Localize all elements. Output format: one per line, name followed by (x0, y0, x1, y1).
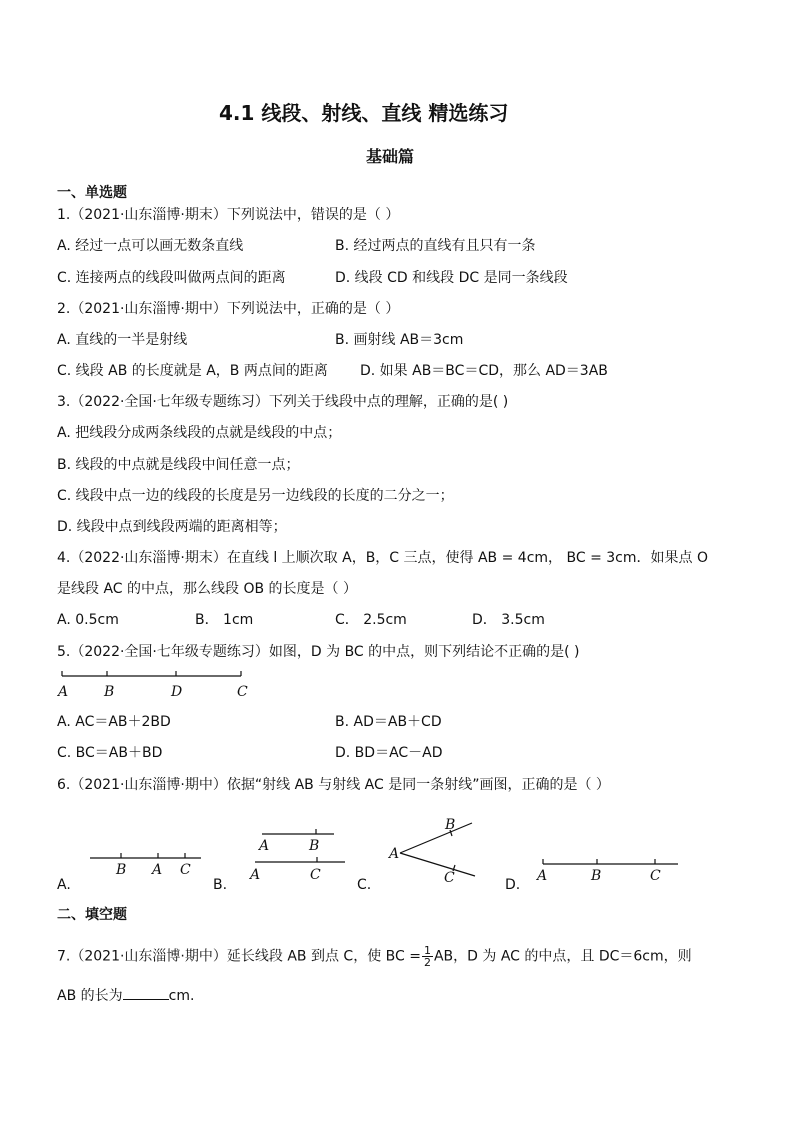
fraction-one-half (422, 945, 433, 968)
question-1-stem: 1.（2021·山东淄博·期末）下列说法中，错误的是（ ） (57, 207, 400, 223)
question-4-option-b: B． 1cm (195, 612, 254, 628)
question-4-option-d: D． 3.5cm (472, 612, 545, 628)
question-5-option-b: B. AD＝AB＋CD (335, 714, 442, 730)
point-label-c: C (237, 684, 248, 700)
figC-ray-ac (400, 853, 475, 876)
question-2-option-b: B. 画射线 AB＝3cm (335, 332, 464, 348)
figD-label-a: A (537, 868, 548, 884)
fraction-numerator: 1 (423, 944, 431, 957)
question-7-part2: AB，D 为 AC 的中点，且 DC＝6cm，则 (433, 948, 692, 965)
question-1-option-c: C. 连接两点的线段叫做两点间的距离 (57, 270, 286, 286)
figA-label-c: C (180, 862, 191, 878)
figD-label-b: B (591, 868, 602, 884)
question-3-stem: 3.（2022·全国·七年级专题练习）下列关于线段中点的理解，正确的是( ) (57, 394, 509, 410)
answer-blank[interactable] (123, 985, 169, 1000)
question-7-line1 (57, 945, 692, 968)
question-3-option-c: C. 线段中点一边的线段的长度是另一边线段的长度的二分之一； (57, 488, 454, 504)
question-2-option-a: A. 直线的一半是射线 (57, 332, 188, 348)
question-6-stem: 6.（2021·山东淄博·期中）依据“射线 AB 与射线 AC 是同一条射线”画图，正确的是（ ） (57, 777, 610, 793)
figC-label-b: B (445, 817, 456, 833)
question-3-option-a: A. 把线段分成两条线段的点就是线段的中点； (57, 425, 342, 441)
question-1-option-d: D. 线段 CD 和线段 DC 是同一条线段 (335, 270, 568, 286)
figC-ray-ab (400, 823, 472, 853)
question-5-option-a: A. AC＝AB＋2BD (57, 714, 171, 730)
question-7-line2 (57, 985, 194, 1005)
page-title: 4.1 线段、射线、直线 精选练习 (219, 101, 509, 125)
question-6-option-c: C. (357, 877, 372, 893)
point-label-b: B (104, 684, 115, 700)
section-heading-choice: 一、单选题 (57, 185, 127, 201)
question-2-option-c: C. 线段 AB 的长度就是 A，B 两点间的距离 (57, 363, 328, 379)
question-2-stem: 2.（2021·山东淄博·期中）下列说法中，正确的是（ ） (57, 301, 400, 317)
question-6-option-b: B. (213, 877, 228, 893)
question-7-part1: 7.（2021·山东淄博·期中）延长线段 AB 到点 C，使 BC = (57, 948, 421, 965)
question-6-option-d: D. (505, 877, 521, 893)
figA-label-b: B (116, 862, 127, 878)
question-3-option-d: D. 线段中点到线段两端的距离相等； (57, 519, 287, 535)
question-7-answer-unit: cm. (168, 988, 195, 1004)
question-4-option-a: A. 0.5cm (57, 612, 119, 628)
question-4-stem-line1: 4.（2022·山东淄博·期末）在直线 l 上顺次取 A，B，C 三点，使得 AB = 4cm， BC = 3cm．如果点 O (57, 550, 708, 566)
question-6-option-a: A. (57, 877, 71, 893)
page-subtitle: 基础篇 (366, 147, 415, 166)
figB-top-label-b: B (309, 838, 320, 854)
figC-label-c: C (444, 870, 455, 886)
question-7-answer-prefix: AB 的长为 (57, 988, 123, 1004)
figB-bottom-label-c: C (310, 867, 321, 883)
fraction-denominator: 2 (423, 956, 431, 969)
question-2-option-d: D. 如果 AB＝BC＝CD，那么 AD＝3AB (360, 363, 608, 379)
question-1-option-b: B. 经过两点的直线有且只有一条 (335, 238, 536, 254)
question-5-option-d: D. BD＝AC－AD (335, 745, 443, 761)
figB-top-label-a: A (259, 838, 270, 854)
figB-bottom-label-a: A (250, 867, 261, 883)
section-heading-fill: 二、填空题 (57, 907, 127, 923)
question-5-option-c: C. BC＝AB＋BD (57, 745, 163, 761)
question-3-option-b: B. 线段的中点就是线段中间任意一点； (57, 457, 300, 473)
question-1-option-a: A. 经过一点可以画无数条直线 (57, 238, 244, 254)
figC-label-a: A (389, 846, 400, 862)
point-label-a: A (58, 684, 69, 700)
question-4-stem-line2: 是线段 AC 的中点，那么线段 OB 的长度是（ ） (57, 581, 357, 597)
question-4-option-c: C． 2.5cm (335, 612, 407, 628)
figD-label-c: C (650, 868, 661, 884)
figA-label-a: A (152, 862, 163, 878)
question-5-stem: 5.（2022·全国·七年级专题练习）如图，D 为 BC 的中点，则下列结论不正确的是( ) (57, 644, 580, 660)
point-label-d: D (171, 684, 183, 700)
